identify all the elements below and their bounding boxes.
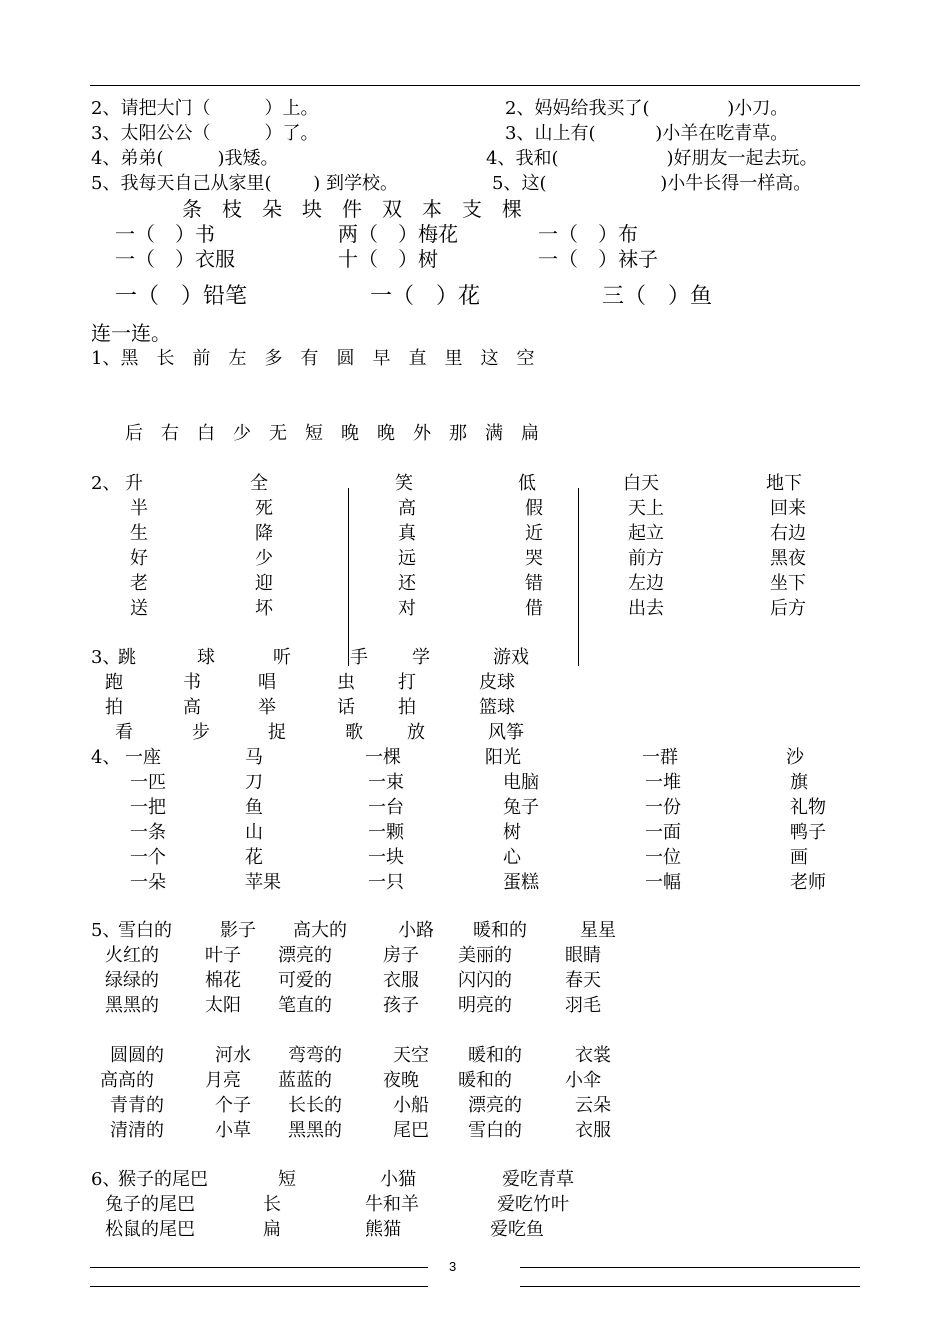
word-cell: 错 xyxy=(525,573,543,594)
word-cell: 扁 xyxy=(263,1219,281,1240)
word-cell: 半 xyxy=(130,498,148,519)
word-cell: 漂亮的 xyxy=(468,1095,522,1116)
word-cell: 棉花 xyxy=(205,970,241,991)
word-cell: 一朵 xyxy=(130,872,166,893)
word-cell: 打 xyxy=(398,672,416,693)
word-cell: 一个 xyxy=(130,847,166,868)
word-cell: 起立 xyxy=(628,523,664,544)
word-cell: 风筝 xyxy=(488,722,524,743)
word-cell: 爱吃鱼 xyxy=(490,1219,544,1240)
footer-rule xyxy=(90,1267,428,1268)
word-cell: 太阳 xyxy=(205,995,241,1016)
word-cell: 高 xyxy=(398,498,416,519)
word-cell: 近 xyxy=(525,523,543,544)
word-cell: 捉 xyxy=(268,722,286,743)
word-cell: 云朵 xyxy=(575,1095,611,1116)
word-cell: 羽毛 xyxy=(565,995,601,1016)
column-divider xyxy=(578,488,579,666)
word-cell: 歌 xyxy=(345,722,363,743)
word-cell: 旗 xyxy=(790,772,808,793)
question-number: 2、 xyxy=(91,473,121,494)
word-cell: 坏 xyxy=(255,598,273,619)
word-cell: 全 xyxy=(250,473,268,494)
word-cell: 衣服 xyxy=(383,970,419,991)
word-cell: 一群 xyxy=(642,747,678,768)
fill-item-right-2: 2、妈妈给我买了( )小刀。 xyxy=(505,98,789,119)
word-cell: 花 xyxy=(245,847,263,868)
footer-rule xyxy=(520,1267,860,1268)
measure-item: 一（ ）布 xyxy=(538,222,638,246)
word-cell: 明亮的 xyxy=(458,995,512,1016)
word-cell: 一座 xyxy=(125,747,161,768)
word-cell: 一块 xyxy=(368,847,404,868)
word-cell: 一份 xyxy=(645,797,681,818)
word-cell: 小路 xyxy=(398,920,434,941)
word-cell: 跑 xyxy=(105,672,123,693)
word-cell: 小船 xyxy=(393,1095,429,1116)
word-cell: 对 xyxy=(398,598,416,619)
word-cell: 长 xyxy=(263,1194,281,1215)
word-cell: 拍 xyxy=(398,697,416,718)
word-cell: 暖和的 xyxy=(473,920,527,941)
word-cell: 牛和羊 xyxy=(365,1194,419,1215)
word-cell: 天上 xyxy=(628,498,664,519)
word-cell: 一匹 xyxy=(130,772,166,793)
page-number: 3 xyxy=(449,1259,457,1274)
word-cell: 春天 xyxy=(565,970,601,991)
column-divider xyxy=(348,488,349,666)
word-cell: 笔直的 xyxy=(278,995,332,1016)
word-cell: 放 xyxy=(407,722,425,743)
word-cell: 老 xyxy=(130,573,148,594)
word-cell: 跳 xyxy=(118,647,136,668)
word-cell: 个子 xyxy=(215,1095,251,1116)
measure-item: 一（ ）铅笔 xyxy=(115,284,248,309)
word-cell: 唱 xyxy=(258,672,276,693)
word-cell: 还 xyxy=(398,573,416,594)
footer-rule xyxy=(520,1286,860,1287)
word-cell: 出去 xyxy=(628,598,664,619)
word-cell: 步 xyxy=(192,722,210,743)
word-cell: 远 xyxy=(398,548,416,569)
word-cell: 高高的 xyxy=(100,1070,154,1091)
word-cell: 话 xyxy=(337,697,355,718)
measure-item: 一（ ）书 xyxy=(115,222,215,246)
fill-item-right-4: 4、我和( )好朋友一起去玩。 xyxy=(486,148,818,169)
word-cell: 夜晚 xyxy=(383,1070,419,1091)
measure-item: 三（ ）鱼 xyxy=(602,284,713,309)
word-cell: 哭 xyxy=(525,548,543,569)
word-cell: 星星 xyxy=(580,920,616,941)
word-cell: 火红的 xyxy=(105,945,159,966)
word-cell: 影子 xyxy=(220,920,256,941)
header-rule xyxy=(90,85,860,86)
question-number: 4、 xyxy=(91,747,121,768)
word-cell: 一颗 xyxy=(368,822,404,843)
word-cell: 暖和的 xyxy=(458,1070,512,1091)
word-cell: 眼睛 xyxy=(565,945,601,966)
word-cell: 尾巴 xyxy=(393,1120,429,1141)
measure-item: 一（ ）花 xyxy=(370,284,481,309)
fill-item-left-4: 4、弟弟( )我矮。 xyxy=(91,148,279,169)
word-cell: 黑黑的 xyxy=(105,995,159,1016)
fill-item-left-2: 2、请把大门（ ）上。 xyxy=(91,98,319,119)
word-cell: 电脑 xyxy=(503,772,539,793)
word-cell: 皮球 xyxy=(479,672,515,693)
word-cell: 白天 xyxy=(623,473,659,494)
word-cell: 黑夜 xyxy=(770,548,806,569)
word-cell: 美丽的 xyxy=(458,945,512,966)
word-cell: 篮球 xyxy=(479,697,515,718)
word-cell: 小草 xyxy=(215,1120,251,1141)
word-cell: 鸭子 xyxy=(790,822,826,843)
word-cell: 漂亮的 xyxy=(278,945,332,966)
q1-top-words: 1、黑 长 前 左 多 有 圆 早 直 里 这 空 xyxy=(91,348,535,369)
word-cell: 猴子的尾巴 xyxy=(118,1169,208,1190)
word-cell: 手 xyxy=(350,647,368,668)
word-cell: 学 xyxy=(412,647,430,668)
word-cell: 前方 xyxy=(628,548,664,569)
word-cell: 一把 xyxy=(130,797,166,818)
measure-word-bank: 条 枝 朵 块 件 双 本 支 棵 xyxy=(182,197,522,221)
word-cell: 爱吃竹叶 xyxy=(497,1194,569,1215)
word-cell: 举 xyxy=(258,697,276,718)
word-cell: 树 xyxy=(503,822,521,843)
measure-item: 一（ ）袜子 xyxy=(538,247,658,271)
fill-item-left-5: 5、我每天自己从家里( ) 到学校。 xyxy=(91,173,398,194)
word-cell: 熊猫 xyxy=(365,1219,401,1240)
word-cell: 真 xyxy=(398,523,416,544)
word-cell: 山 xyxy=(245,822,263,843)
word-cell: 游戏 xyxy=(493,647,529,668)
measure-item: 一（ ）衣服 xyxy=(115,247,235,271)
word-cell: 鱼 xyxy=(245,797,263,818)
word-cell: 短 xyxy=(278,1169,296,1190)
word-cell: 看 xyxy=(115,722,133,743)
measure-item: 十（ ）树 xyxy=(338,247,438,271)
word-cell: 雪白的 xyxy=(118,920,172,941)
measure-item: 两（ ）梅花 xyxy=(338,222,458,246)
word-cell: 衣服 xyxy=(575,1120,611,1141)
word-cell: 礼物 xyxy=(790,797,826,818)
section-heading: 连一连。 xyxy=(91,321,171,345)
word-cell: 生 xyxy=(130,523,148,544)
word-cell: 一棵 xyxy=(365,747,401,768)
word-cell: 马 xyxy=(245,747,263,768)
word-cell: 衣裳 xyxy=(575,1045,611,1066)
word-cell: 球 xyxy=(197,647,215,668)
word-cell: 升 xyxy=(125,473,143,494)
word-cell: 苹果 xyxy=(245,872,281,893)
word-cell: 叶子 xyxy=(205,945,241,966)
word-cell: 拍 xyxy=(105,697,123,718)
word-cell: 借 xyxy=(525,598,543,619)
word-cell: 听 xyxy=(273,647,291,668)
word-cell: 好 xyxy=(130,548,148,569)
word-cell: 降 xyxy=(255,523,273,544)
word-cell: 回来 xyxy=(770,498,806,519)
word-cell: 老师 xyxy=(790,872,826,893)
word-cell: 松鼠的尾巴 xyxy=(105,1219,195,1240)
word-cell: 爱吃青草 xyxy=(502,1169,574,1190)
word-cell: 少 xyxy=(255,548,273,569)
word-cell: 河水 xyxy=(215,1045,251,1066)
word-cell: 送 xyxy=(130,598,148,619)
word-cell: 一台 xyxy=(368,797,404,818)
word-cell: 黑黑的 xyxy=(288,1120,342,1141)
word-cell: 高 xyxy=(183,697,201,718)
question-number: 3、 xyxy=(91,647,121,668)
word-cell: 刀 xyxy=(245,772,263,793)
word-cell: 月亮 xyxy=(205,1070,241,1091)
word-cell: 一位 xyxy=(645,847,681,868)
word-cell: 青青的 xyxy=(110,1095,164,1116)
word-cell: 阳光 xyxy=(485,747,521,768)
word-cell: 兔子 xyxy=(503,797,539,818)
word-cell: 孩子 xyxy=(383,995,419,1016)
word-cell: 暖和的 xyxy=(468,1045,522,1066)
word-cell: 心 xyxy=(503,847,521,868)
word-cell: 长长的 xyxy=(288,1095,342,1116)
question-number: 5、 xyxy=(91,920,121,941)
word-cell: 天空 xyxy=(393,1045,429,1066)
word-cell: 圆圆的 xyxy=(110,1045,164,1066)
word-cell: 假 xyxy=(525,498,543,519)
word-cell: 蓝蓝的 xyxy=(278,1070,332,1091)
word-cell: 右边 xyxy=(770,523,806,544)
word-cell: 地下 xyxy=(766,473,802,494)
word-cell: 一束 xyxy=(368,772,404,793)
word-cell: 书 xyxy=(183,672,201,693)
word-cell: 虫 xyxy=(337,672,355,693)
word-cell: 清清的 xyxy=(110,1120,164,1141)
word-cell: 弯弯的 xyxy=(288,1045,342,1066)
word-cell: 高大的 xyxy=(293,920,347,941)
word-cell: 笑 xyxy=(395,473,413,494)
word-cell: 一面 xyxy=(645,822,681,843)
word-cell: 迎 xyxy=(255,573,273,594)
word-cell: 雪白的 xyxy=(468,1120,522,1141)
footer-rule xyxy=(90,1286,428,1287)
question-number: 6、 xyxy=(91,1169,121,1190)
word-cell: 画 xyxy=(790,847,808,868)
word-cell: 小伞 xyxy=(565,1070,601,1091)
word-cell: 房子 xyxy=(383,945,419,966)
word-cell: 一堆 xyxy=(645,772,681,793)
word-cell: 坐下 xyxy=(770,573,806,594)
word-cell: 低 xyxy=(518,473,536,494)
word-cell: 蛋糕 xyxy=(503,872,539,893)
word-cell: 左边 xyxy=(628,573,664,594)
q1-bottom-words: 后 右 白 少 无 短 晚 晚 外 那 满 扁 xyxy=(125,423,539,444)
word-cell: 后方 xyxy=(770,598,806,619)
word-cell: 沙 xyxy=(786,747,804,768)
word-cell: 一只 xyxy=(368,872,404,893)
word-cell: 一幅 xyxy=(645,872,681,893)
word-cell: 兔子的尾巴 xyxy=(105,1194,195,1215)
word-cell: 一条 xyxy=(130,822,166,843)
word-cell: 小猫 xyxy=(380,1169,416,1190)
word-cell: 可爱的 xyxy=(278,970,332,991)
fill-item-right-3: 3、山上有( )小羊在吃青草。 xyxy=(505,123,789,144)
word-cell: 闪闪的 xyxy=(458,970,512,991)
fill-item-right-5: 5、这( )小牛长得一样高。 xyxy=(492,173,812,194)
word-cell: 死 xyxy=(255,498,273,519)
word-cell: 绿绿的 xyxy=(105,970,159,991)
fill-item-left-3: 3、太阳公公（ ）了。 xyxy=(91,123,319,144)
